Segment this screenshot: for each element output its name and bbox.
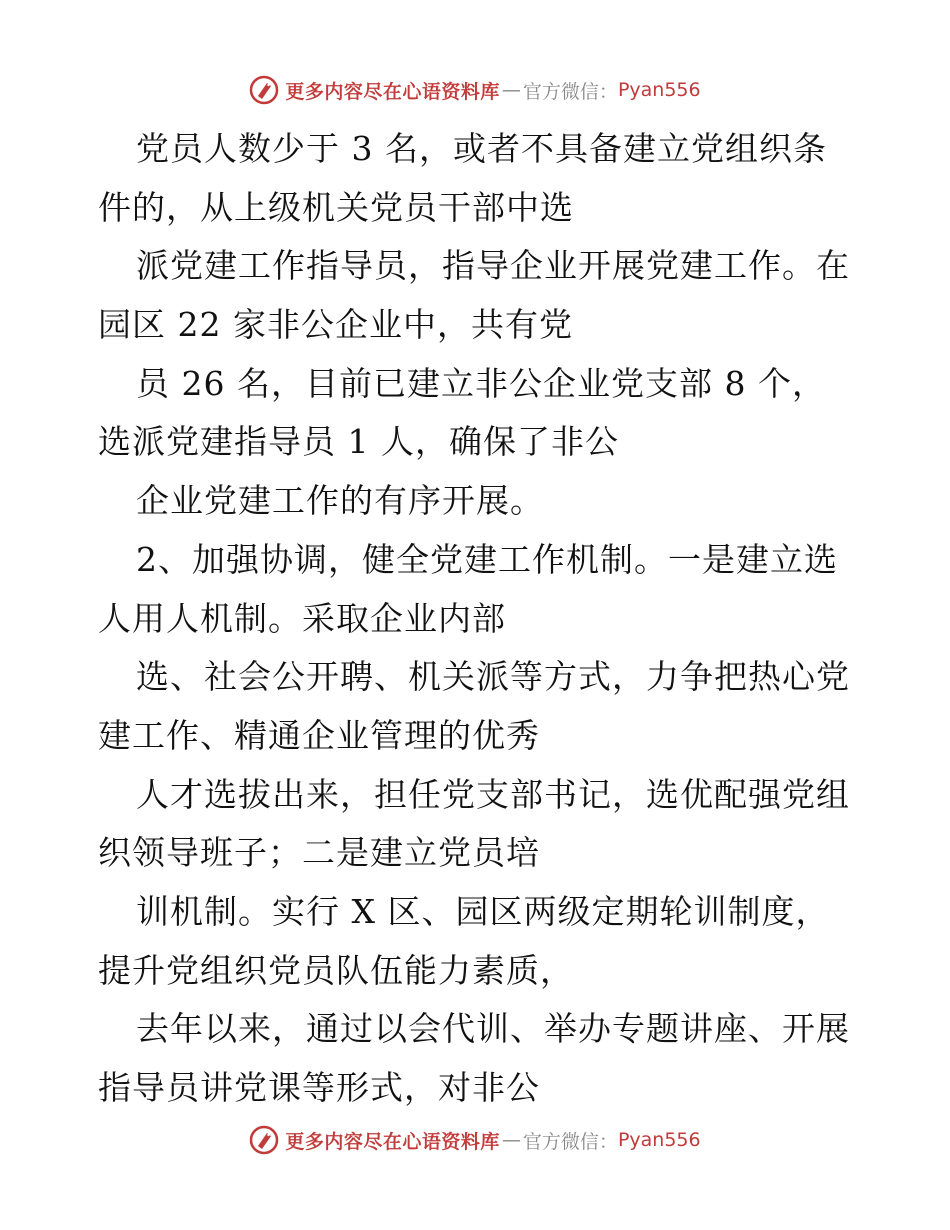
document-body [98,120,858,1118]
body-line: 园区 22 家非公企业中，共有党 [98,305,573,345]
body-line: 企业党建工作的有序开展。 [136,481,544,521]
header-banner [0,70,950,110]
body-line: 件的，从上级机关党员干部中选 [98,187,574,227]
body-line: 人才选拔出来，担任党支部书记，选优配强党组 [136,774,850,814]
body-line: 员 26 名，目前已建立非公企业党支部 8 个， [136,363,826,403]
body-line: 指导员讲党课等形式，对非公 [98,1068,540,1107]
banner-separator: — [501,79,521,101]
body-line: 训机制。实行 X 区、园区两级定期轮训制度， [136,891,830,931]
footer-banner [0,1120,950,1160]
pen-nib-logo-icon [249,75,279,105]
body-line: 2、加强协调，健全党建工作机制。一是建立选 [136,539,838,579]
body-line: 选派党建指导员 1 人，确保了非公 [98,422,619,462]
pen-nib-logo-icon [249,1125,279,1155]
body-line: 派党建工作指导员，指导企业开展党建工作。在 [136,246,850,286]
banner-title: 更多内容尽在心语资料库 [285,1130,500,1153]
banner-separator: — [501,1129,521,1151]
banner-wechat-label: 官方微信： [522,80,618,103]
body-line: 去年以来，通过以会代训、举办专题讲座、开展 [136,1009,850,1049]
body-line: 建工作、精通企业管理的优秀 [98,715,540,755]
body-line: 选、社会公开聘、机关派等方式，力争把热心党 [136,657,850,697]
body-line: 织领导班子；二是建立党员培 [98,833,540,873]
banner-wechat-id: Pyan556 [617,79,701,101]
banner-title: 更多内容尽在心语资料库 [285,80,500,103]
body-line: 人用人机制。采取企业内部 [98,598,506,638]
body-line: 提升党组织党员队伍能力素质， [98,950,574,990]
body-line: 党员人数少于 3 名，或者不具备建立党组织条 [136,129,827,168]
banner-wechat-id: Pyan556 [617,1129,701,1151]
banner-wechat-label: 官方微信： [522,1130,618,1153]
